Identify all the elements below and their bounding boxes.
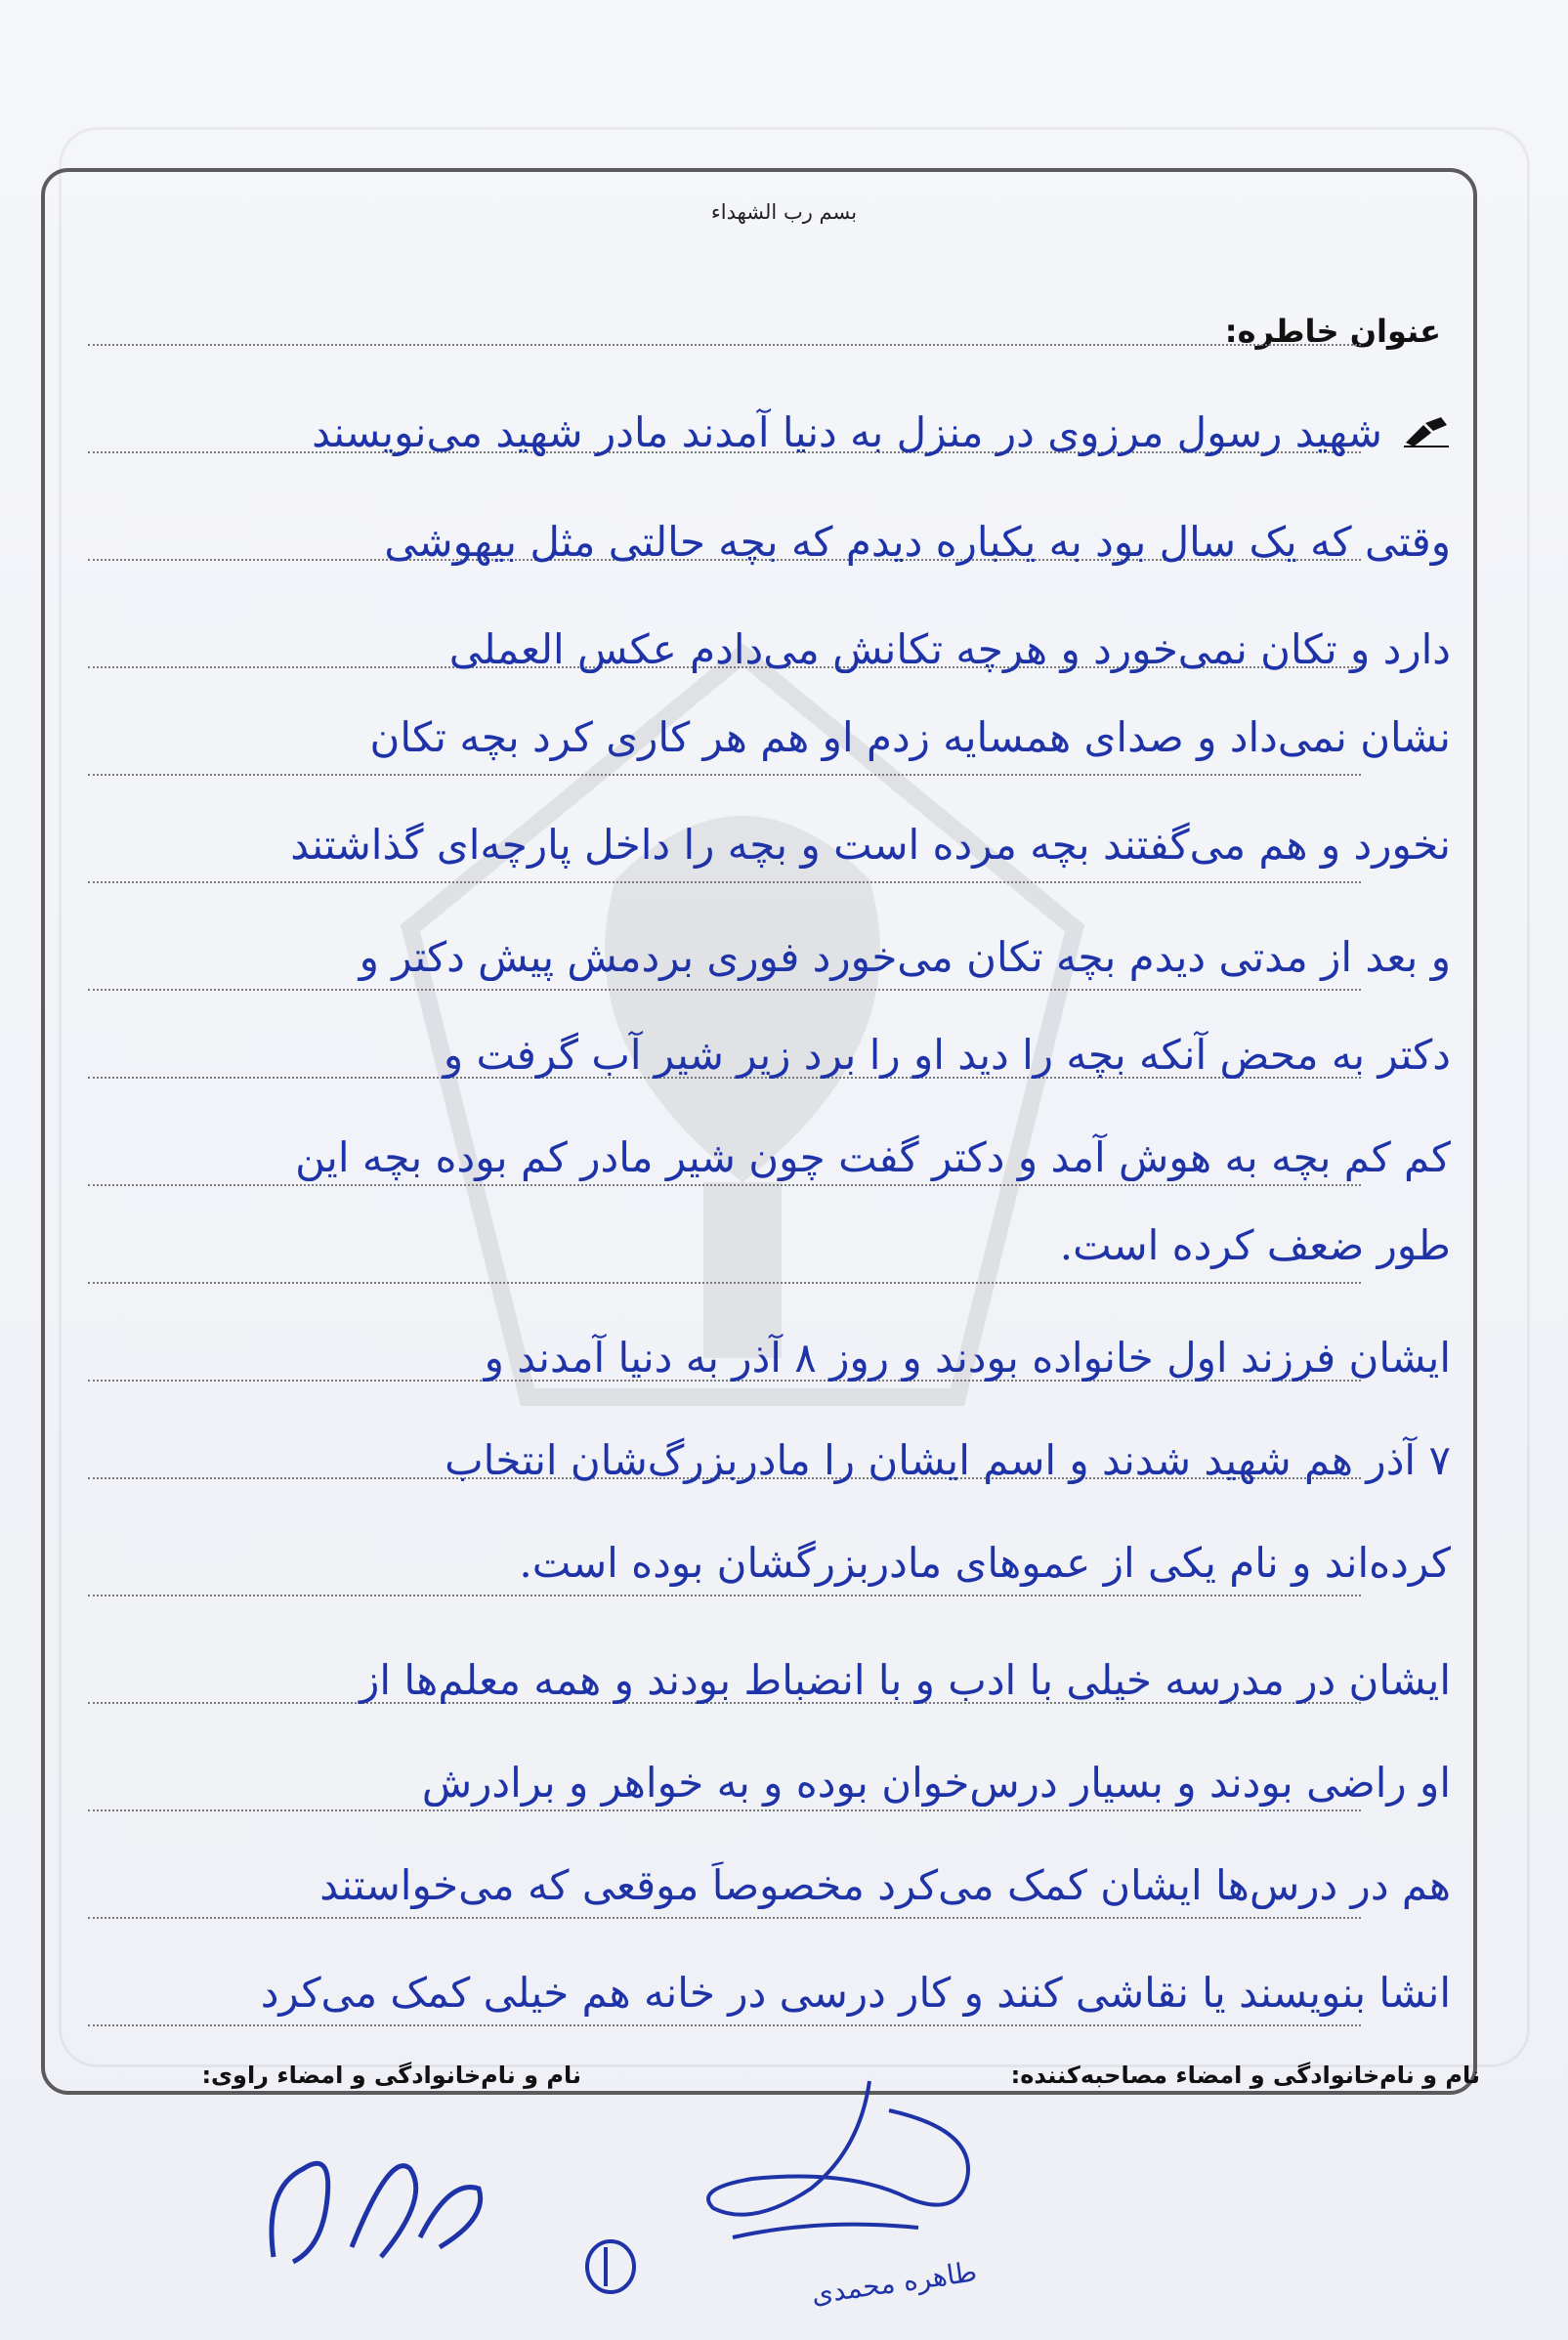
narrator-signature-label: نام و نام‌خانوادگی و امضاء راوی: xyxy=(201,2062,581,2089)
narrator-initial-mark xyxy=(576,2233,645,2301)
handwritten-line: شهید رسول مرزوی در منزل به دنیا آمدند مادر شهید می‌نویسند xyxy=(312,408,1382,456)
handwritten-line: ۷ آذر هم شهید شدند و اسم ایشان را مادربزرگ‌شان انتخاب xyxy=(445,1436,1451,1484)
handwritten-line: نشان نمی‌داد و صدای همسایه زدم او هم هر کاری کرد بچه تکان xyxy=(369,713,1451,761)
ruled-line xyxy=(88,881,1361,883)
handwritten-line: ایشان در مدرسه خیلی با ادب و با انضباط بودند و همه معلم‌ها از xyxy=(360,1656,1451,1704)
interviewer-name-handwritten: طاهره محمدی xyxy=(809,2255,979,2311)
handwritten-line: ایشان فرزند اول خانواده بودند و روز ۸ آذر به دنیا آمدند و xyxy=(484,1334,1451,1382)
ruled-line xyxy=(88,344,1361,346)
handwritten-line: وقتی که یک سال بود به یکباره دیدم که بچه حالتی مثل بیهوشی xyxy=(384,518,1451,566)
ruled-line xyxy=(88,2024,1361,2026)
handwritten-line: هم در درس‌ها ایشان کمک می‌کرد مخصوصاً موقعی که می‌خواستند xyxy=(319,1861,1451,1909)
ruled-line xyxy=(88,1809,1361,1811)
memoir-title-label: عنوان خاطره: xyxy=(1224,313,1441,350)
ruled-line xyxy=(88,1595,1361,1596)
handwritten-line: دارد و تکان نمی‌خورد و هرچه تکانش می‌دادم عکس العملی xyxy=(448,625,1451,673)
handwritten-line: طور ضعف کرده است. xyxy=(1059,1221,1451,1269)
handwritten-line: کم کم بچه به هوش آمد و دکتر گفت چون شیر مادر کم بوده بچه این xyxy=(295,1133,1451,1181)
handwritten-line: کرده‌اند و نام یکی از عموهای مادربزرگشان بوده است. xyxy=(519,1539,1451,1587)
narrator-signature xyxy=(244,2130,498,2276)
handwritten-line: انشا بنویسند یا نقاشی کنند و کار درسی در خانه هم خیلی کمک می‌کرد xyxy=(260,1969,1451,2017)
basmala-heading: بسم رب الشهداء xyxy=(710,200,858,224)
handwritten-line: او راضی بودند و بسیار درس‌خوان بوده و به خواهر و برادرش xyxy=(421,1759,1451,1807)
writing-hand-icon xyxy=(1402,413,1451,448)
ruled-line xyxy=(88,774,1361,776)
handwritten-line: و بعد از مدتی دیدم بچه تکان می‌خورد فوری بردمش پیش دکتر و xyxy=(359,933,1451,981)
handwritten-line: دکتر به محض آنکه بچه را دید او را برد زیر شیر آب گرفت و xyxy=(443,1031,1451,1079)
ruled-line xyxy=(88,1917,1361,1919)
ruled-line xyxy=(88,1184,1361,1186)
interviewer-signature xyxy=(674,2071,996,2267)
ruled-line xyxy=(88,989,1361,991)
interviewer-signature-label: نام و نام‌خانوادگی و امضاء مصاحبه‌کننده: xyxy=(1010,2062,1480,2089)
handwritten-line: نخورد و هم می‌گفتند بچه مرده است و بچه را داخل پارچه‌ای گذاشتند xyxy=(290,821,1451,869)
ruled-line xyxy=(88,1282,1361,1284)
